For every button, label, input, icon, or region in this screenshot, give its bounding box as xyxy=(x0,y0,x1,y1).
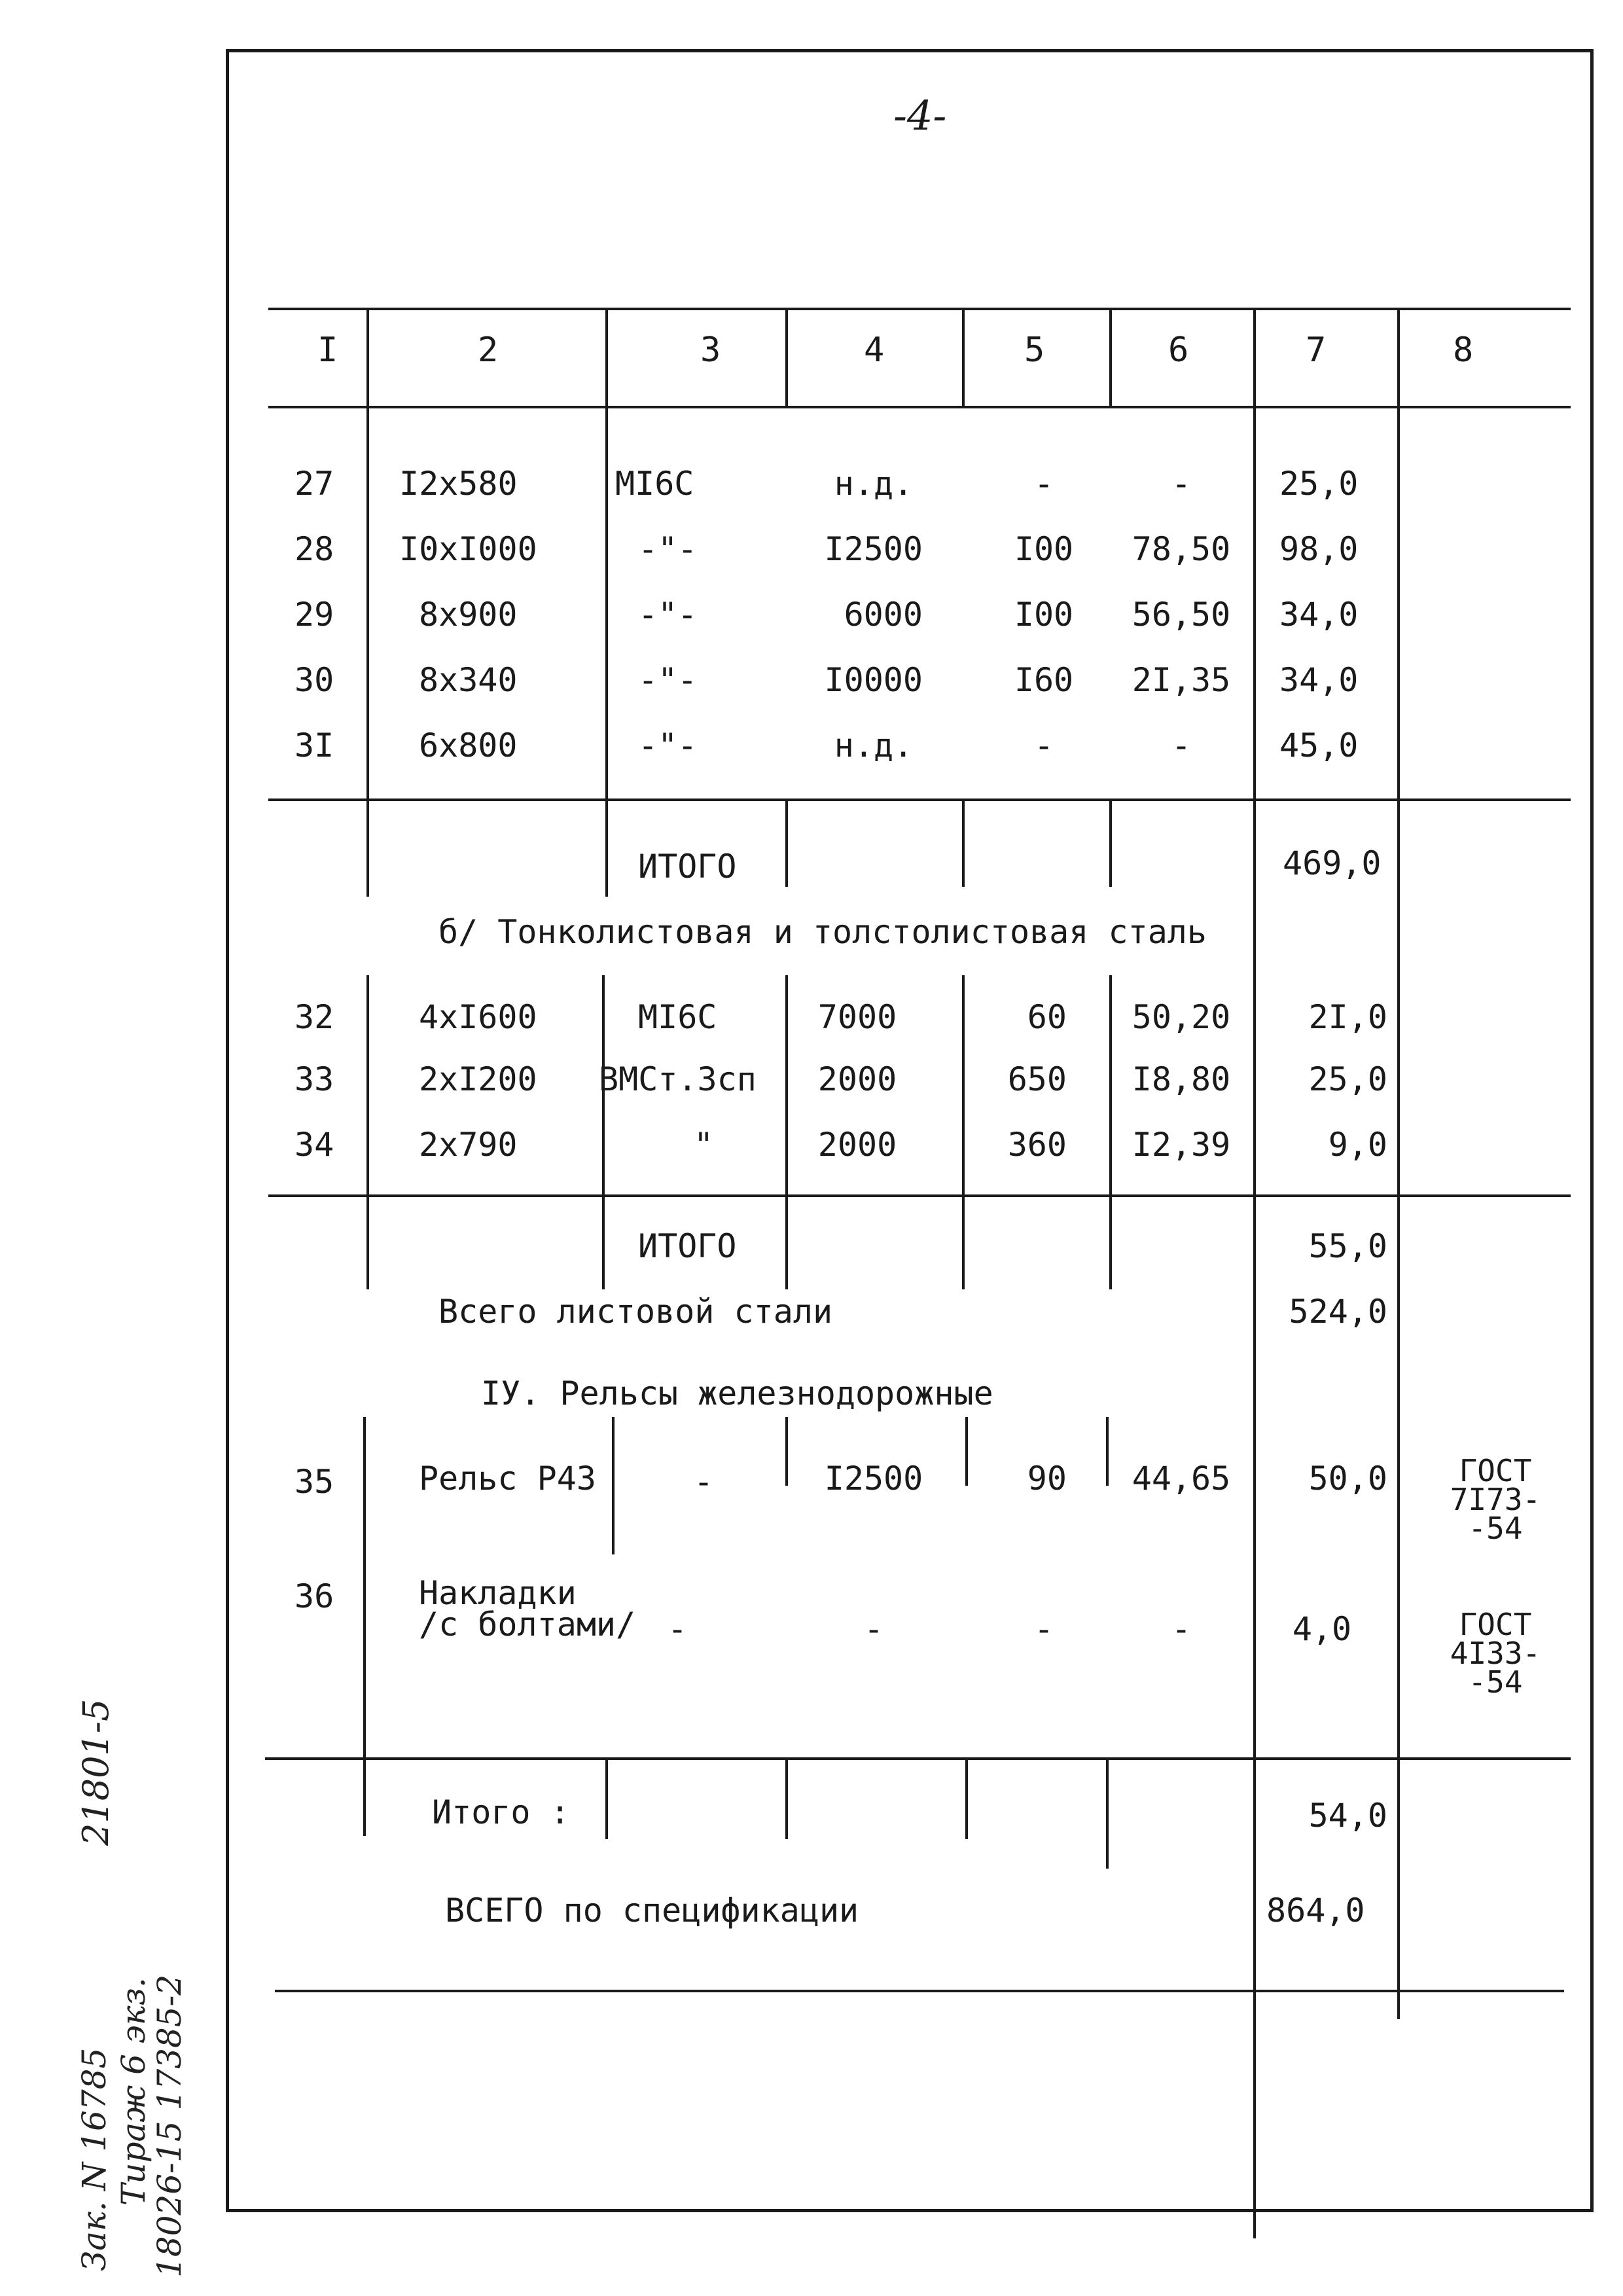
col-divider xyxy=(785,798,788,887)
rule-after-row-36 xyxy=(265,1757,1571,1760)
weight-cell: 50,20 xyxy=(1132,998,1231,1036)
material-cell: MI6C xyxy=(638,998,717,1036)
subtotal-b-label: ИТОГО xyxy=(638,1227,737,1265)
qty-cell: - xyxy=(1033,465,1054,503)
gost-line: -54 xyxy=(1468,1664,1523,1700)
length-cell: I0000 xyxy=(824,661,923,699)
col-divider xyxy=(1106,1757,1109,1869)
col-divider xyxy=(1109,308,1112,406)
col-divider xyxy=(1397,1757,1400,2019)
total-cell: 34,0 xyxy=(1279,661,1359,699)
total-sheet-value: 524,0 xyxy=(1289,1293,1387,1331)
col-divider xyxy=(602,975,605,1289)
weight-cell: I2,39 xyxy=(1132,1126,1231,1164)
weight-cell: - xyxy=(1171,726,1192,764)
material-cell: -"- xyxy=(638,530,698,568)
qty-cell: - xyxy=(1033,1610,1054,1648)
header-bottom-rule xyxy=(268,406,1571,408)
material-cell: -"- xyxy=(638,661,698,699)
weight-cell: - xyxy=(1171,465,1192,503)
col-divider xyxy=(965,1417,968,1486)
col-divider xyxy=(366,308,369,406)
qty-cell: I60 xyxy=(1014,661,1074,699)
total-cell: 45,0 xyxy=(1279,726,1359,764)
length-cell: I2500 xyxy=(824,1460,923,1498)
grand-total-value: 864,0 xyxy=(1266,1892,1365,1929)
header-col-5: 5 xyxy=(1024,331,1045,370)
total-cell: 25,0 xyxy=(1279,465,1359,503)
header-col-6: 6 xyxy=(1168,331,1189,370)
header-col-4: 4 xyxy=(864,331,885,370)
weight-cell: 78,50 xyxy=(1132,530,1231,568)
margin-order-line-2: Тираж 6 экз. xyxy=(115,1977,152,2206)
weight-cell: - xyxy=(1171,1610,1192,1648)
subtotal-b-value: 55,0 xyxy=(1308,1227,1387,1265)
length-cell: - xyxy=(863,1610,884,1648)
size-cell: 4xI600 xyxy=(419,998,537,1036)
row-number: 28 xyxy=(294,530,334,568)
qty-cell: 360 xyxy=(1007,1126,1067,1164)
size-cell: 2xI200 xyxy=(419,1060,537,1098)
total-cell: 9,0 xyxy=(1328,1126,1387,1164)
col-divider xyxy=(366,406,369,897)
col-divider xyxy=(605,406,608,897)
gost-reference xyxy=(1443,1607,1548,1700)
material-cell: MI6C xyxy=(615,465,694,503)
material-cell: " xyxy=(694,1126,714,1164)
gost-reference xyxy=(1443,1453,1548,1546)
gost-line: -54 xyxy=(1468,1511,1523,1546)
gost-line: ГОСТ xyxy=(1459,1607,1532,1642)
col-divider xyxy=(965,1757,968,1839)
col-divider xyxy=(962,975,965,1289)
weight-cell: 56,50 xyxy=(1132,596,1231,634)
total-cell: 34,0 xyxy=(1279,596,1359,634)
total-cell: 50,0 xyxy=(1308,1460,1387,1498)
col-divider xyxy=(1253,308,1256,406)
section-iv-title: IУ. Рельсы железнодорожные xyxy=(481,1374,993,1412)
name-line: Накладки xyxy=(419,1574,577,1612)
rule-after-row-34 xyxy=(268,1194,1571,1197)
gost-line: 7I73- xyxy=(1450,1482,1541,1517)
gost-line: ГОСТ xyxy=(1459,1453,1532,1488)
header-col-3: 3 xyxy=(700,331,721,370)
row-number: 30 xyxy=(294,661,334,699)
weight-cell: I8,80 xyxy=(1132,1060,1231,1098)
col-divider xyxy=(962,308,965,406)
col-divider xyxy=(785,1757,788,1839)
total-cell: 25,0 xyxy=(1308,1060,1387,1098)
row-number: 27 xyxy=(294,465,334,503)
qty-cell: 60 xyxy=(1027,998,1067,1036)
name-cell: Рельс Р43 xyxy=(419,1460,596,1498)
size-cell: 6x800 xyxy=(419,726,518,764)
col-divider xyxy=(1109,798,1112,887)
bottom-rule xyxy=(275,1990,1564,1992)
col-divider xyxy=(363,1417,366,1836)
col-divider xyxy=(1397,406,1400,1990)
length-cell: н.д. xyxy=(834,726,914,764)
row-number: 32 xyxy=(294,998,334,1036)
material-cell: ВМСт.3сп xyxy=(599,1060,757,1098)
row-number: 34 xyxy=(294,1126,334,1164)
total-cell: 2I,0 xyxy=(1308,998,1387,1036)
col-divider xyxy=(1109,975,1112,1289)
row-number: 36 xyxy=(294,1577,334,1615)
header-top-rule xyxy=(268,308,1571,310)
length-cell: 6000 xyxy=(844,596,923,634)
material-cell: -"- xyxy=(638,726,698,764)
header-col-2: 2 xyxy=(478,331,499,370)
row-number: 3I xyxy=(294,726,334,764)
size-cell: I0xI000 xyxy=(399,530,537,568)
length-cell: 7000 xyxy=(817,998,897,1036)
col-divider xyxy=(605,308,608,406)
total-cell: 4,0 xyxy=(1292,1610,1352,1648)
qty-cell: I00 xyxy=(1014,596,1074,634)
header-col-8: 8 xyxy=(1453,331,1474,370)
material-cell: -"- xyxy=(638,596,698,634)
col-divider xyxy=(605,1757,608,1839)
row-number: 35 xyxy=(294,1463,334,1501)
header-col-7: 7 xyxy=(1306,331,1327,370)
gost-line: 4I33- xyxy=(1450,1636,1541,1671)
material-cell: - xyxy=(667,1610,688,1648)
subtotal-iv-value: 54,0 xyxy=(1308,1797,1387,1835)
col-divider xyxy=(1253,406,1256,2238)
col-divider xyxy=(785,308,788,406)
size-cell: 8x900 xyxy=(419,596,518,634)
length-cell: н.д. xyxy=(834,465,914,503)
qty-cell: 650 xyxy=(1007,1060,1067,1098)
subtotal-iv-label: Итого : xyxy=(432,1793,570,1831)
col-divider xyxy=(1397,308,1400,406)
grand-total-label: ВСЕГО по спецификации xyxy=(445,1892,859,1929)
weight-cell: 2I,35 xyxy=(1132,661,1231,699)
total-cell: 98,0 xyxy=(1279,530,1359,568)
page-number: -4- xyxy=(893,92,947,139)
col-divider xyxy=(366,975,369,1289)
qty-cell: - xyxy=(1033,726,1054,764)
row-number: 29 xyxy=(294,596,334,634)
margin-order-line-3: 18026-15 17385-2 xyxy=(151,1974,188,2278)
margin-order-line-1: Зак. N 16785 xyxy=(75,2047,113,2271)
margin-code: 21801-5 xyxy=(75,1698,116,1846)
length-cell: 2000 xyxy=(817,1060,897,1098)
length-cell: 2000 xyxy=(817,1126,897,1164)
section-b-title: б/ Тонколистовая и толстолистовая сталь xyxy=(438,913,1207,951)
header-col-1: I xyxy=(317,331,338,370)
col-divider xyxy=(962,798,965,887)
row-number: 33 xyxy=(294,1060,334,1098)
total-sheet-label: Всего листовой стали xyxy=(438,1293,833,1331)
size-cell: 8x340 xyxy=(419,661,518,699)
weight-cell: 44,65 xyxy=(1132,1460,1231,1498)
col-divider xyxy=(1106,1417,1109,1486)
subtotal-a-label: ИТОГО xyxy=(638,848,737,886)
subtotal-a-value: 469,0 xyxy=(1283,844,1382,882)
size-cell: I2x580 xyxy=(399,465,518,503)
rule-after-row-31 xyxy=(268,798,1571,801)
length-cell: I2500 xyxy=(824,530,923,568)
col-divider xyxy=(612,1417,615,1554)
material-cell: - xyxy=(693,1463,714,1501)
size-cell: 2x790 xyxy=(419,1126,518,1164)
qty-cell: 90 xyxy=(1027,1460,1067,1498)
name-line: /с болтами/ xyxy=(419,1605,636,1643)
name-cell xyxy=(419,1574,636,1643)
qty-cell: I00 xyxy=(1014,530,1074,568)
